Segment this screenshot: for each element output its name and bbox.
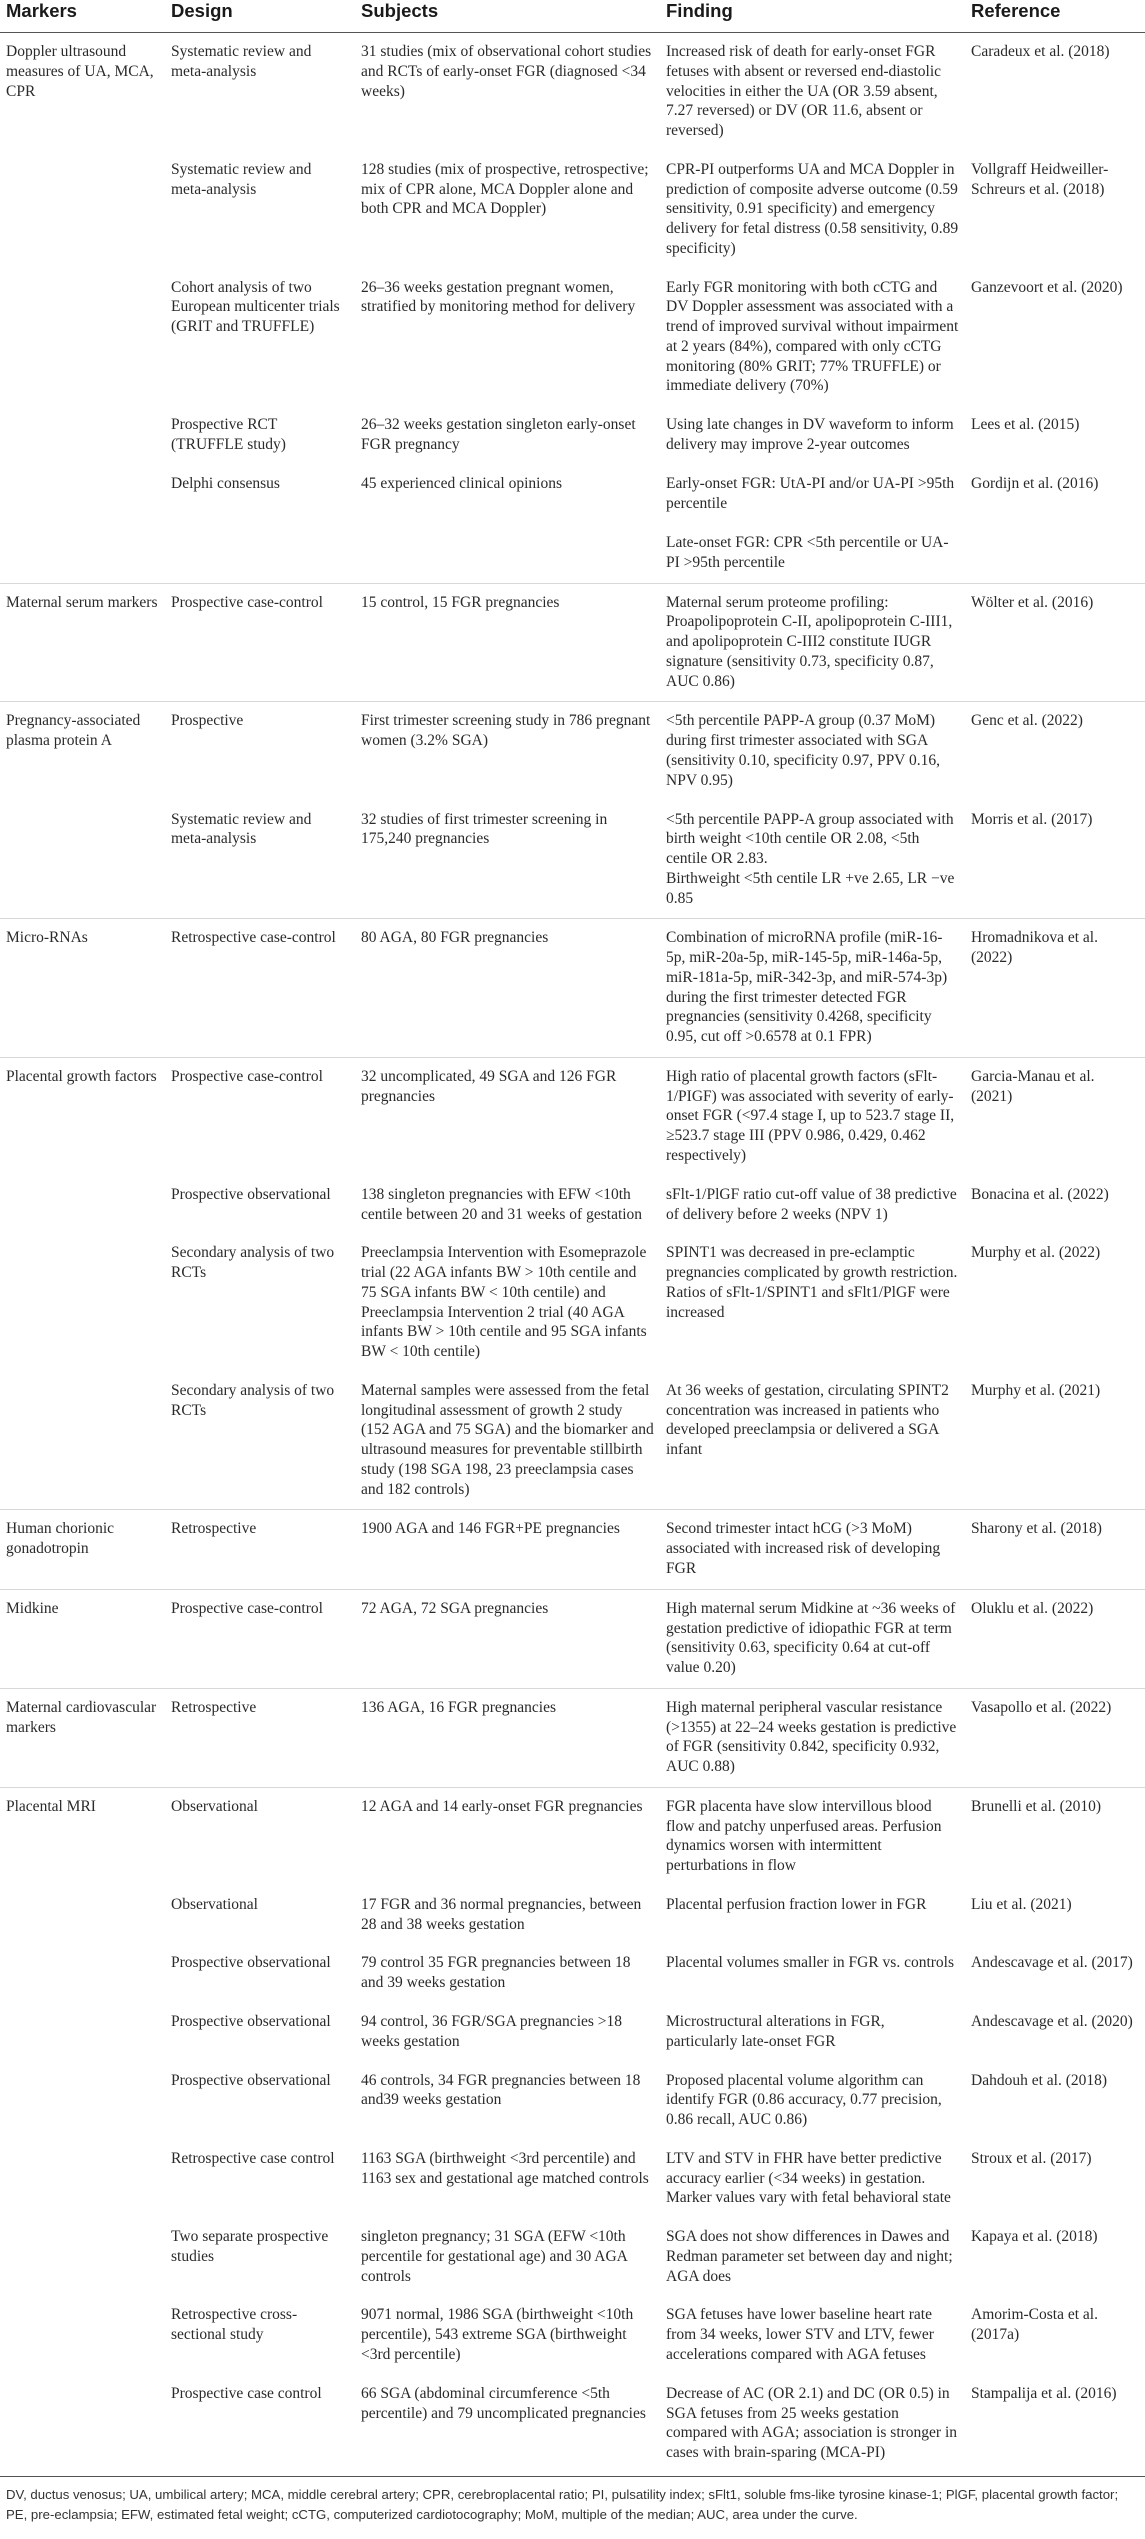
reference-cell: Gordijn et al. (2016) [971,474,1099,492]
finding-cell: Placental volumes smaller in FGR vs. controls [666,1954,955,1972]
finding-cell: Decrease of AC (OR 2.1) and DC (OR 0.5) in SGA fetuses from 25 weeks gestation compared with AGA; association is stronger in cases with brain-sparing (MCA-PI) [666,2384,958,2462]
finding-cell: Proposed placental volume algorithm can identify FGR (0.86 accuracy, 0.77 precision, 0.86 recall, AUC 0.86) [666,2071,942,2129]
marker-cell: Midkine [0,1589,165,1688]
header-finding: Finding [660,0,965,33]
subjects-cell: 72 AGA, 72 SGA pregnancies [355,1589,660,1688]
marker-cell [0,801,165,919]
reference-cell: Hromadnikova et al. (2022) [965,919,1145,1058]
finding-cell: CPR-PI outperforms UA and MCA Doppler in prediction of composite adverse outcome (0.59 sensitivity, 0.91 specificity) and emergency delivery for fetal distress (0.58 sensitivity, 0.89 specificity) [666,160,959,257]
design-cell: Prospective observational [171,1954,331,1972]
finding-cell: SGA does not show differences in Dawes and Redman parameter set between day and night; AGA does [666,2228,953,2285]
finding-cell: At 36 weeks of gestation, circulating SPINT2 concentration was increased in patients who developed preeclampsia or delivered a SGA infant [666,1381,949,1459]
subjects-cell: 32 studies of first trimester screening in 175,240 pregnancies [361,810,608,848]
marker-cell [0,406,165,465]
reference-cell: Oluklu et al. (2022) [965,1589,1145,1688]
reference-cell: Stampalija et al. (2016) [971,2384,1117,2402]
finding-cell: FGR placenta have slow intervillous blood flow and patchy unperfused areas. Perfusion dynamics worsen with intermittent perturbations in flow [660,1787,965,1886]
reference-cell: Vollgraff Heidweiller-Schreurs et al. (2018) [971,160,1109,198]
marker-cell: Doppler ultrasound measures of UA, MCA, CPR [6,43,154,100]
design-cell: Systematic review and meta-analysis [171,810,312,848]
reference-cell: Sharony et al. (2018) [965,1510,1145,1589]
design-cell: Prospective case control [171,2384,322,2402]
marker-cell [0,2140,165,2218]
header-design: Design [165,0,355,33]
table-row [0,2375,1145,2473]
design-cell: Retrospective cross-sectional study [171,2306,298,2344]
subjects-cell: 12 AGA and 14 early-onset FGR pregnancies [355,1787,660,1886]
design-cell: Systematic review and meta-analysis [171,43,312,80]
marker-cell [0,2003,165,2062]
finding-cell: High maternal peripheral vascular resistance (>1355) at 22–24 weeks gestation is predictive of FGR (sensitivity 0.842, specificity 0.932, AUC 0.88) [660,1688,965,1787]
design-cell: Secondary analysis of two RCTs [171,1244,335,1282]
subjects-cell: 1163 SGA (birthweight <3rd percentile) and 1163 sex and gestational age matched controls [361,2149,649,2187]
table-body [0,33,1145,2473]
finding-cell: Early FGR monitoring with both cCTG and DV Doppler assessment was associated with a trend of improved survival without impairment at 2 years (84%), compared with only cCTG monitoring (80% GRIT; 77% TRUFFLE) or immediate delivery (70%) [666,278,959,395]
reference-cell: Bonacina et al. (2022) [971,1185,1109,1203]
design-cell: Prospective observational [171,2071,331,2089]
table-row [0,2062,1145,2140]
marker-cell: Micro-RNAs [0,919,165,1058]
design-cell: Observational [171,1895,258,1913]
table-row [0,406,1145,465]
design-cell: Cohort analysis of two European multicenter trials (GRIT and TRUFFLE) [171,278,340,336]
subjects-cell: 94 control, 36 FGR/SGA pregnancies >18 weeks gestation [361,2013,623,2050]
reference-cell: Liu et al. (2021) [971,1895,1072,1913]
design-cell: Prospective observational [171,2013,331,2031]
subjects-cell: Preeclampsia Intervention with Esomeprazole trial (22 AGA infants BW > 10th centile and 75 SGA infants BW < 10th centile) and Preeclampsia Intervention 2 trial (40 AGA infants BW > 10th centile and 95 SGA infants BW < 10th centile) [361,1244,647,1361]
table-row [0,1234,1145,1372]
table-row [0,702,1145,801]
table-row [0,465,1145,583]
reference-cell: Andescavage et al. (2020) [971,2013,1133,2031]
reference-cell: Vasapollo et al. (2022) [965,1688,1145,1787]
header-subjects: Subjects [355,0,660,33]
marker-cell [0,465,165,583]
subjects-cell: 79 control 35 FGR pregnancies between 18 and 39 weeks gestation [361,1954,631,1992]
reference-cell: Lees et al. (2015) [971,416,1080,434]
subjects-cell: First trimester screening study in 786 pregnant women (3.2% SGA) [355,702,660,801]
subjects-cell: 128 studies (mix of prospective, retrospective; mix of CPR alone, MCA Doppler alone and both CPR and MCA Doppler) [361,160,649,218]
reference-cell: Dahdouh et al. (2018) [971,2071,1108,2089]
subjects-cell: 136 AGA, 16 FGR pregnancies [355,1688,660,1787]
design-cell: Retrospective case-control [165,919,355,1058]
design-cell: Prospective case-control [165,1589,355,1688]
finding-cell: Combination of microRNA profile (miR-16-5p, miR-20a-5p, miR-145-5p, miR-146a-5p, miR-181a-5p, miR-342-3p, and miR-574-3p) during the first trimester detected FGR pregnancies (sensitivity 0.4268, specificity 0.95, cut off >0.6578 at 0.1 FPR) [660,919,965,1058]
reference-cell: Wölter et al. (2016) [965,583,1145,702]
subjects-cell: 31 studies (mix of observational cohort studies and RCTs of early-onset FGR (diagnosed <34 weeks) [361,43,652,100]
subjects-cell: 45 experienced clinical opinions [361,474,563,492]
design-cell: Secondary analysis of two RCTs [171,1381,335,1419]
table-row [0,2218,1145,2296]
design-cell: Two separate prospective studies [171,2228,329,2265]
subjects-cell: 26–32 weeks gestation singleton early-onset FGR pregnancy [361,416,636,454]
finding-cell: Placental perfusion fraction lower in FGR [666,1895,927,1913]
table-row [0,1944,1145,2003]
subjects-cell: 80 AGA, 80 FGR pregnancies [355,919,660,1058]
marker-cell: Human chorionic gonadotropin [0,1510,165,1589]
reference-cell: Garcia-Manau et al. (2021) [965,1057,1145,1175]
finding-cell: High ratio of placental growth factors (sFlt-1/PIGF) was associated with severity of early-onset FGR (<97.4 stage I, up to 523.7 stage II, ≥523.7 stage III (PPV 0.986, 0.429, 0.462 respectively) [660,1057,965,1175]
finding-cell: Early-onset FGR: UtA-PI and/or UA-PI >95th percentile Late-onset FGR: CPR <5th percentile or UA-PI >95th percentile [666,474,955,571]
marker-cell [0,2375,165,2473]
reference-cell: Genc et al. (2022) [965,702,1145,801]
reference-cell: Morris et al. (2017) [971,810,1093,828]
table-row [0,1057,1145,1175]
reference-cell: Murphy et al. (2021) [971,1381,1101,1399]
finding-cell: Maternal serum proteome profiling: Proapolipoprotein C-II, apolipoprotein C-III1, and apolipoprotein C-III2 constitute IUGR signature (sensitivity 0.73, specificity 0.87, AUC 0.86) [660,583,965,702]
marker-cell [0,1234,165,1372]
finding-cell: Using late changes in DV waveform to inform delivery may improve 2-year outcomes [666,416,954,454]
finding-cell: <5th percentile PAPP-A group associated with birth weight <10th centile OR 2.08, <5th centile OR 2.83. Birthweight <5th centile LR +ve 2.65, LR −ve 0.85 [666,810,955,907]
finding-cell: High maternal serum Midkine at ~36 weeks of gestation predictive of idiopathic FGR at term (sensitivity 0.63, specificity 0.64 at cut-off value 0.20) [660,1589,965,1688]
table-header [0,0,1145,33]
table-row [0,1787,1145,1886]
design-cell: Prospective case-control [165,1057,355,1175]
reference-cell: Caradeux et al. (2018) [971,43,1110,60]
subjects-cell: 17 FGR and 36 normal pregnancies, between 28 and 38 weeks gestation [361,1895,642,1933]
design-cell: Systematic review and meta-analysis [171,160,312,198]
marker-cell [0,269,165,407]
header-row [0,0,1145,33]
marker-cell [0,151,165,269]
subjects-cell: 9071 normal, 1986 SGA (birthweight <10th percentile), 543 extreme SGA (birthweight <3rd percentile) [361,2306,634,2363]
marker-cell: Pregnancy-associated plasma protein A [0,702,165,801]
finding-cell: Microstructural alterations in FGR, particularly late-onset FGR [666,2013,885,2050]
header-reference: Reference [965,0,1145,33]
finding-cell: sFlt-1/PlGF ratio cut-off value of 38 predictive of delivery before 2 weeks (NPV 1) [666,1185,957,1223]
marker-cell: Maternal cardiovascular markers [0,1688,165,1787]
design-cell: Retrospective case control [171,2149,335,2167]
table-row [0,1688,1145,1787]
table-row [0,269,1145,407]
design-cell: Retrospective [165,1510,355,1589]
marker-cell [0,2296,165,2374]
table-row [0,1589,1145,1688]
reference-cell: Brunelli et al. (2010) [965,1787,1145,1886]
table-row [0,33,1145,151]
finding-cell: Second trimester intact hCG (>3 MoM) associated with increased risk of developing FGR [660,1510,965,1589]
table-footnote: DV, ductus venosus; UA, umbilical artery; MCA, middle cerebral artery; CPR, cerebroplacental ratio; PI, pulsatility index; sFlt1, soluble fms-like tyrosine kinase-1; PlGF, placental growth factor; PE, pre-eclampsia; EFW, estimated fetal weight; cCTG, computerized cardiotocography; MoM, multiple of the median; AUC, area under the curve. [0,2476,1145,2525]
finding-cell: LTV and STV in FHR have better predictive accuracy earlier (<34 weeks) in gestation. Marker values vary with fetal behavioral state [666,2149,951,2207]
subjects-cell: Maternal samples were assessed from the fetal longitudinal assessment of growth 2 study (152 AGA and 75 SGA) and the biomarker and ultrasound measures for preventable stillbirth study (198 SGA 198, 23 preeclampsia cases and 182 controls) [361,1381,654,1498]
design-cell: Retrospective [165,1688,355,1787]
subjects-cell: singleton pregnancy; 31 SGA (EFW <10th percentile for gestational age) and 30 AGA controls [361,2228,627,2285]
table-row [0,2296,1145,2374]
subjects-cell: 15 control, 15 FGR pregnancies [355,583,660,702]
marker-cell [0,1176,165,1235]
table-row [0,583,1145,702]
subjects-cell: 32 uncomplicated, 49 SGA and 126 FGR pregnancies [355,1057,660,1175]
reference-cell: Andescavage et al. (2017) [971,1954,1133,1972]
table-row [0,1176,1145,1235]
marker-cell: Placental MRI [0,1787,165,1886]
subjects-cell: 26–36 weeks gestation pregnant women, stratified by monitoring method for delivery [361,278,636,316]
marker-cell [0,1372,165,1510]
header-markers: Markers [0,0,165,33]
finding-cell: SGA fetuses have lower baseline heart rate from 34 weeks, lower STV and LTV, fewer accelerations compared with AGA fetuses [666,2306,934,2363]
finding-cell: <5th percentile PAPP-A group (0.37 MoM) during first trimester associated with SGA (sensitivity 0.10, specificity 0.97, PPV 0.16, NPV 0.95) [660,702,965,801]
marker-cell: Placental growth factors [0,1057,165,1175]
reference-cell: Murphy et al. (2022) [971,1244,1101,1262]
reference-cell: Stroux et al. (2017) [971,2149,1092,2167]
design-cell: Observational [165,1787,355,1886]
subjects-cell: 138 singleton pregnancies with EFW <10th centile between 20 and 31 weeks of gestation [361,1185,643,1223]
design-cell: Prospective case-control [165,583,355,702]
table-row [0,801,1145,919]
table-row [0,2003,1145,2062]
design-cell: Prospective [165,702,355,801]
marker-cell [0,2218,165,2296]
reference-cell: Kapaya et al. (2018) [971,2228,1098,2246]
subjects-cell: 1900 AGA and 146 FGR+PE pregnancies [355,1510,660,1589]
marker-cell [0,2062,165,2140]
design-cell: Prospective RCT (TRUFFLE study) [171,416,286,454]
table-row [0,1372,1145,1510]
table-row [0,1886,1145,1945]
marker-cell [0,1944,165,2003]
finding-cell: Increased risk of death for early-onset FGR fetuses with absent or reversed end-diastolic velocities in either the UA (OR 3.59 absent, 7.27 reversed) or DV (OR 11.6, absent or reversed) [666,43,942,140]
table-row [0,1510,1145,1589]
design-cell: Delphi consensus [171,474,280,492]
marker-cell [0,1886,165,1945]
design-cell: Prospective observational [171,1185,331,1203]
table-row [0,151,1145,269]
subjects-cell: 66 SGA (abdominal circumference <5th percentile) and 79 uncomplicated pregnancies [361,2384,646,2422]
table-row [0,919,1145,1058]
reference-cell: Ganzevoort et al. (2020) [971,278,1123,296]
subjects-cell: 46 controls, 34 FGR pregnancies between 18 and39 weeks gestation [361,2071,641,2109]
reference-cell: Amorim-Costa et al. (2017a) [971,2306,1098,2344]
marker-cell: Maternal serum markers [0,583,165,702]
table-row [0,2140,1145,2218]
finding-cell: SPINT1 was decreased in pre-eclamptic pregnancies complicated by growth restriction. Ratios of sFlt-1/SPINT1 and sFlt1/PlGF were increased [666,1244,958,1321]
